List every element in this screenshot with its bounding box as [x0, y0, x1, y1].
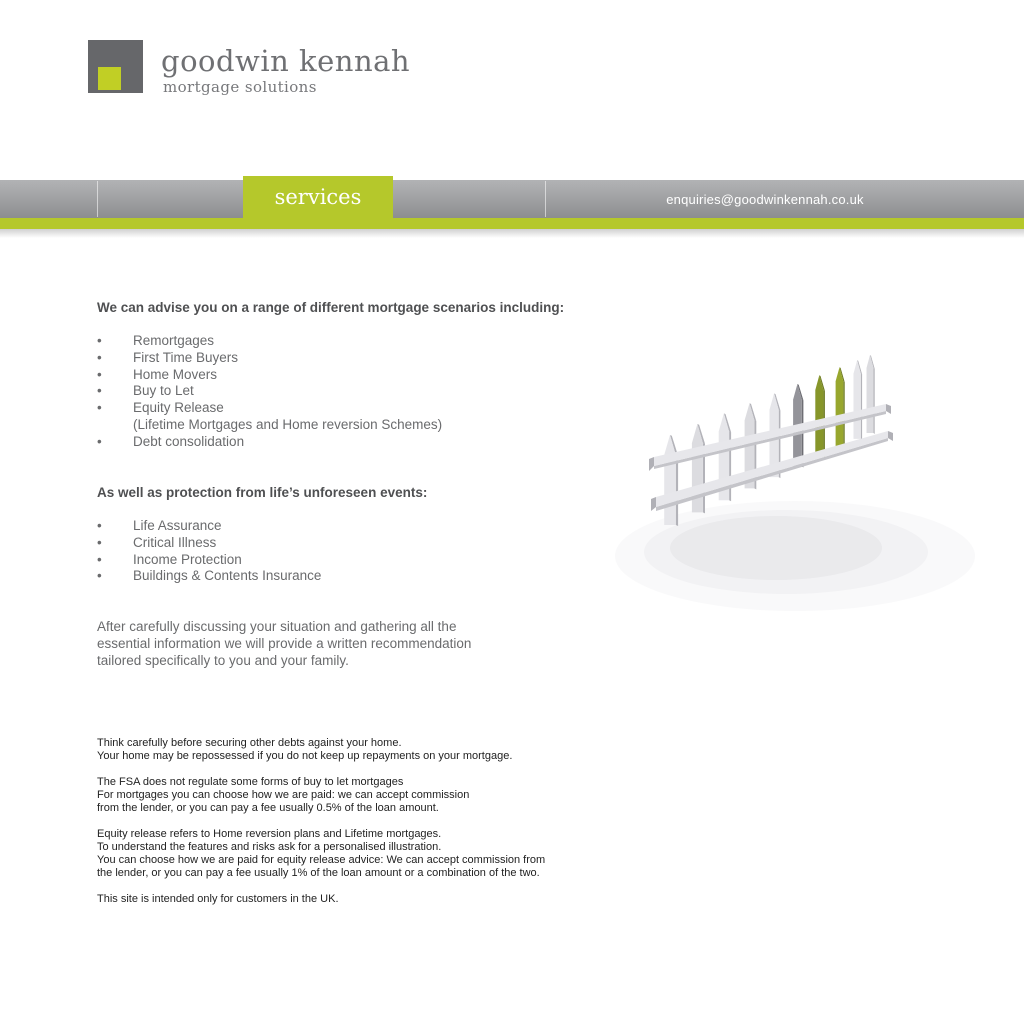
list-item: [97, 568, 321, 585]
picket-fence-illustration: [590, 330, 990, 630]
intro-list: [97, 333, 442, 451]
footnote-line: Your home may be repossessed if you do not keep up repayments on your mortgage.: [97, 750, 513, 762]
brand-name: goodwin kennah: [161, 44, 411, 78]
list-item-label: (Lifetime Mortgages and Home reversion Schemes): [133, 416, 443, 432]
strip-shadow: [0, 229, 1024, 238]
footnote-line: For mortgages you can choose how we are paid: we can accept commission: [97, 789, 470, 801]
list-item-label: Buy to Let: [133, 383, 194, 399]
protection-list: [97, 518, 321, 585]
footnote-line: You can choose how we are paid for equity release advice: We can accept commission from: [97, 854, 546, 866]
footnote-line: [97, 815, 545, 828]
footnote-line: the lender, or you can pay a fee usually 1% of the loan amount or a combination of the two.: [97, 867, 540, 879]
list-item: [97, 518, 321, 535]
list-item-label: Buildings & Contents Insurance: [133, 568, 322, 584]
list-item-label: Life Assurance: [133, 518, 222, 533]
list-item: [97, 417, 442, 434]
protection-heading: As well as protection from life’s unforeseen events:: [97, 485, 428, 500]
list-item-label: Home Movers: [133, 366, 218, 382]
list-item: [97, 350, 442, 367]
nav-tab-services-active[interactable]: services: [243, 176, 393, 229]
bullet-icon: •: [97, 568, 102, 584]
list-item: [97, 367, 442, 384]
paragraph-line: essential information we will provide a written recommendation: [97, 636, 472, 651]
bullet-icon: •: [97, 400, 102, 416]
list-item-label: Debt consolidation: [133, 433, 245, 449]
accent-strip: [0, 218, 1024, 229]
regulatory-footnotes: [97, 737, 545, 906]
paragraph-line: After carefully discussing your situation and gathering all the: [97, 619, 457, 634]
footnote-line: To understand the features and risks ask for a personalised illustration.: [97, 841, 442, 853]
brand-tagline: mortgage solutions: [163, 78, 317, 96]
logo-mark-icon: [88, 40, 143, 93]
bullet-icon: •: [97, 383, 102, 399]
bullet-icon: •: [97, 518, 102, 533]
bullet-icon: •: [97, 333, 102, 348]
list-item: [97, 535, 321, 552]
list-item: [97, 552, 321, 569]
nav-separator: [97, 181, 98, 217]
footnote-line: Think carefully before securing other debts against your home.: [97, 737, 402, 749]
summary-paragraph: [97, 618, 471, 669]
list-item-label: Income Protection: [133, 551, 242, 567]
bullet-icon: [97, 417, 133, 434]
footnote-line: This site is intended only for customers in the UK.: [97, 893, 339, 905]
footnote-line: [97, 763, 545, 776]
logo-green-square-icon: [98, 67, 121, 90]
bullet-icon: •: [97, 551, 102, 567]
nav-tab-home[interactable]: home: [140, 7, 200, 31]
list-item: [97, 333, 442, 350]
paragraph-line: tailored specifically to you and your family.: [97, 653, 349, 668]
list-item-label: Remortgages: [133, 333, 215, 348]
list-item-label: Critical Illness: [133, 534, 217, 550]
list-item-label: First Time Buyers: [133, 349, 239, 365]
bullet-icon: •: [97, 534, 102, 550]
list-item: [97, 434, 442, 451]
footnote-line: [97, 880, 545, 893]
list-item: [97, 400, 442, 417]
footnote-line: from the lender, or you can pay a fee usually 0.5% of the loan amount.: [97, 802, 439, 814]
bullet-icon: •: [97, 366, 102, 382]
list-item-label: Equity Release: [133, 400, 224, 416]
intro-heading: We can advise you on a range of different mortgage scenarios including:: [97, 300, 565, 315]
bullet-icon: •: [97, 433, 102, 449]
nav-email-link[interactable]: enquiries@goodwinkennah.co.uk: [666, 191, 864, 207]
bullet-icon: •: [97, 349, 102, 365]
footnote-line: Equity release refers to Home reversion plans and Lifetime mortgages.: [97, 828, 442, 840]
footnote-line: The FSA does not regulate some forms of buy to let mortgages: [97, 776, 404, 788]
nav-tab-contact[interactable]: contact: [429, 7, 509, 31]
list-item: [97, 383, 442, 400]
